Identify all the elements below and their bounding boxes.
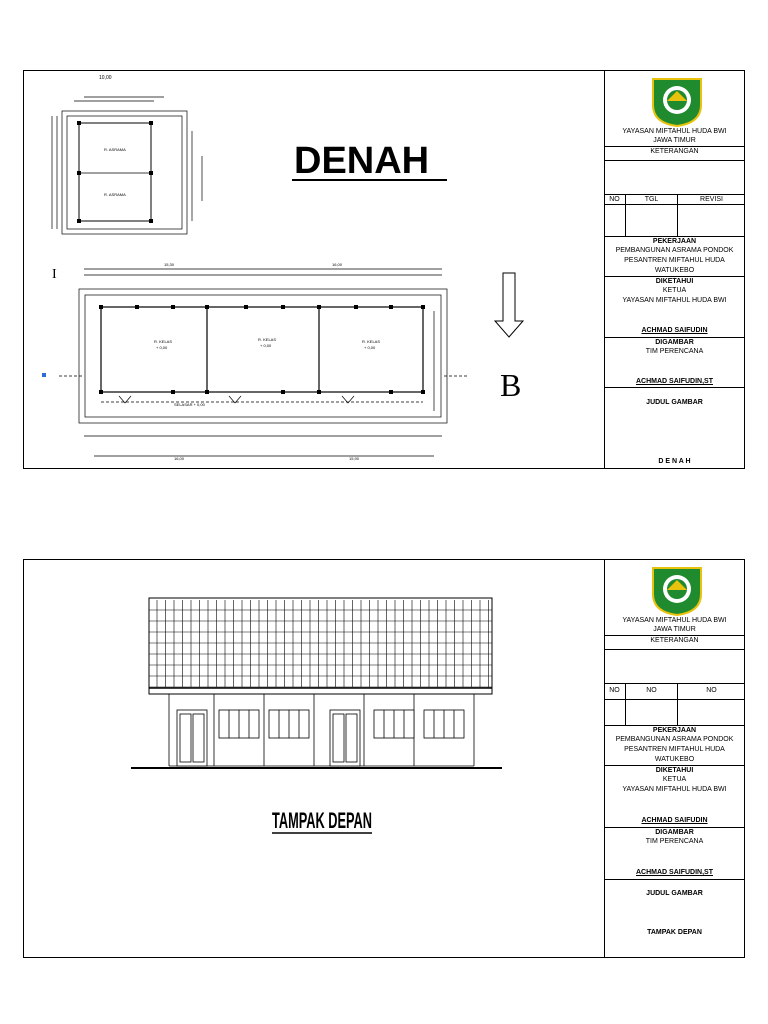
plan-dim-bottom-right: 15,90 (349, 456, 360, 461)
drawing-title: DENAH (294, 140, 430, 182)
digambar-label: DIGAMBAR (604, 827, 745, 838)
rev-header-1: NO (604, 684, 626, 700)
diketahui-label: DIKETAHUI (604, 765, 745, 776)
section-marker-label: B (500, 367, 522, 403)
title-block (604, 71, 745, 468)
digambar-label: DIGAMBAR (604, 337, 745, 348)
org-line-2: JAWA TIMUR (653, 137, 696, 144)
drawing-title: TAMPAK DEPAN (272, 808, 372, 833)
drawing-sheet-denah (23, 70, 745, 469)
room-level-1: + 0,00 (156, 345, 168, 350)
keterangan-box (604, 649, 745, 683)
revision-table (604, 699, 745, 725)
drawing-sheet-tampak-depan (23, 559, 745, 958)
room-label-2: R. KELAS (258, 337, 277, 342)
pekerjaan-line-1: PEMBANGUNAN ASRAMA PONDOK (615, 247, 734, 254)
rev-header-3: NO (706, 687, 717, 694)
org-line-2: JAWA TIMUR (653, 626, 696, 633)
pekerjaan-line-3: WATUKEBO (654, 756, 695, 763)
main-floor-plan (59, 269, 469, 456)
door-leaf (333, 714, 344, 762)
roof (149, 598, 492, 694)
section-marker-left: I (52, 267, 57, 282)
judul-value: D E N A H (658, 458, 691, 465)
keterangan-box (604, 160, 745, 194)
yayasan-logo-icon (647, 73, 707, 128)
small-plan-room-2: R. ASRAMA (104, 192, 126, 197)
small-plan-dim: 10,00 (99, 75, 112, 81)
digambar-name: ACHMAD SAIFUDIN,ST (636, 869, 713, 876)
yayasan-logo-icon (647, 562, 707, 617)
plan-dim-left: 15,30 (164, 262, 175, 267)
digambar-line-1: TIM PERENCANA (645, 838, 704, 845)
diketahui-line-1: KETUA (662, 776, 687, 783)
pekerjaan-line-3: WATUKEBO (654, 267, 695, 274)
room-label-1: R. KELAS (154, 339, 173, 344)
judul-label: JUDUL GAMBAR (604, 879, 745, 899)
section-arrow-icon (495, 273, 523, 337)
pekerjaan-line-2: PESANTREN MIFTAHUL HUDA (624, 257, 725, 264)
door-leaf (193, 714, 204, 762)
pekerjaan-label: PEKERJAAN (604, 725, 745, 736)
diketahui-label: DIKETAHUI (604, 276, 745, 287)
revision-header (604, 683, 745, 699)
rev-header-revisi: REVISI (700, 196, 723, 203)
diketahui-line-1: KETUA (662, 287, 687, 294)
org-line-1: YAYASAN MIFTAHUL HUDA BWI (622, 617, 727, 624)
digambar-name: ACHMAD SAIFUDIN,ST (636, 378, 713, 385)
rev-header-no: NO (604, 195, 626, 205)
diketahui-line-2: YAYASAN MIFTAHUL HUDA BWI (622, 297, 727, 304)
keterangan-label: KETERANGAN (604, 635, 745, 646)
revision-header (604, 194, 745, 204)
drawing-area (24, 71, 605, 468)
keterangan-label: KETERANGAN (604, 146, 745, 157)
pekerjaan-label: PEKERJAAN (604, 236, 745, 247)
grid-marker-icon (42, 373, 46, 377)
door-leaf (346, 714, 357, 762)
drawing-area (24, 560, 605, 957)
corridor-label: SELASAR + 0,00 (174, 402, 205, 407)
door-leaf (180, 714, 191, 762)
diketahui-line-2: YAYASAN MIFTAHUL HUDA BWI (622, 786, 727, 793)
digambar-line-1: TIM PERENCANA (645, 348, 704, 355)
column-markers (99, 305, 425, 394)
pekerjaan-line-1: PEMBANGUNAN ASRAMA PONDOK (615, 736, 734, 743)
judul-value: TAMPAK DEPAN (647, 929, 702, 936)
plan-dim-bottom-left: 16,00 (174, 456, 185, 461)
rev-header-2: NO (626, 684, 678, 700)
room-label-3: R. KELAS (362, 339, 381, 344)
room-level-3: + 0,00 (364, 345, 376, 350)
small-floor-plan (52, 97, 202, 234)
revision-table (604, 204, 745, 236)
title-block (604, 560, 745, 957)
rev-header-tgl: TGL (626, 195, 678, 205)
org-line-1: YAYASAN MIFTAHUL HUDA BWI (622, 128, 727, 135)
floor-plan-drawing (24, 71, 604, 468)
pekerjaan-line-2: PESANTREN MIFTAHUL HUDA (624, 746, 725, 753)
small-plan-room-1: R. ASRAMA (104, 147, 126, 152)
front-elevation-drawing (24, 560, 604, 957)
diketahui-name: ACHMAD SAIFUDIN (641, 327, 708, 334)
plan-dim-right: 16,00 (332, 262, 343, 267)
room-level-2: + 0,00 (260, 343, 272, 348)
judul-label: JUDUL GAMBAR (604, 387, 745, 408)
diketahui-name: ACHMAD SAIFUDIN (641, 817, 708, 824)
